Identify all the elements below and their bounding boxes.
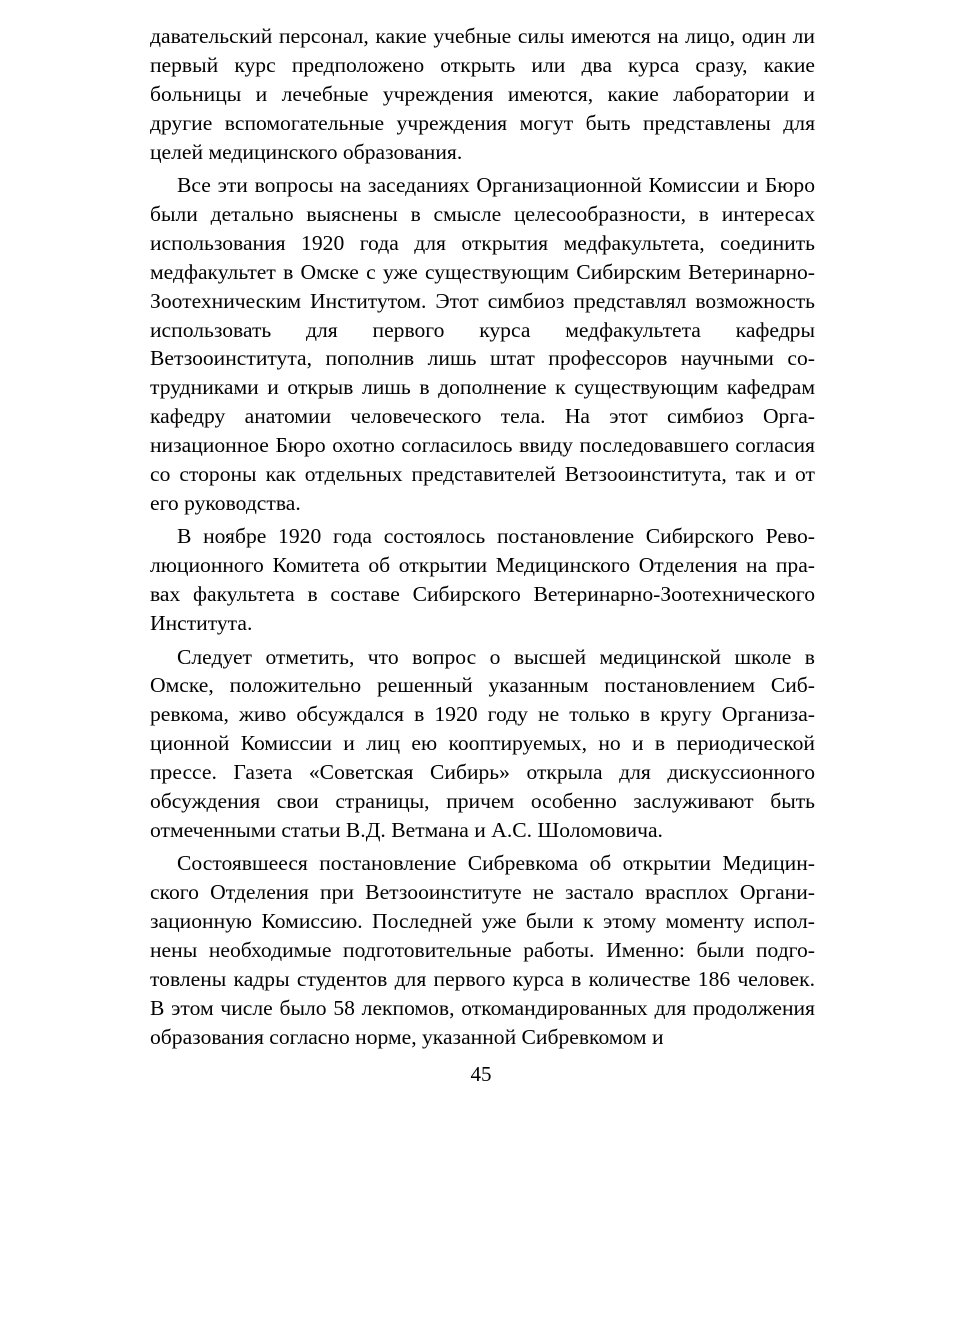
paragraph-5: Состоявшееся постановление Сибревкома об открытии Медицинского Отделения при Ветзооинституте не застало врасплох Организационную Комиссию. Последней уже были к этому моменту исполнены необходимые подготовительные работы. Именно: были подготовлены кадры студентов для первого курса в количестве 186 человек. В этом числе было 58 лекпомов, откомандированных для продолжения образования согласно норме, указанной Сибревкомом и: [150, 851, 815, 1049]
paragraph-2: Все эти вопросы на заседаниях Организационной Комиссии и Бюро были детально выяснены в смысле целесообразности, в интересах использования 1920 года для открытия медфакультета, соединить медфакультет в Омске с уже существующим Сибирским Ветеринарно-Зоотехническим Институтом. Этот симбиоз представлял возможность использовать для первого курса медфакультета кафедры Ветзооинститута, пополнив лишь штат профессоров научными сотрудниками и открыв лишь в дополнение к существующим кафедрам кафедру анатомии человеческого тела. На этот симбиоз Организационное Бюро охотно согласилось ввиду последовавшего согласия со стороны как отдельных представителей Ветзооинститута, так и от его руководства.: [150, 173, 815, 515]
paragraph-1: давательский персонал, какие учебные силы имеются на лицо, один ли первый курс предположено открыть или два курса сразу, какие больницы и лечебные учреждения имеются, какие лаборатории и другие вспомогательные учреждения могут быть представлены для целей медицинского образования.: [150, 24, 815, 164]
page-number: 45: [470, 1062, 492, 1086]
body-text: [150, 22, 815, 1056]
paragraph-4: Следует отметить, что вопрос о высшей медицинской школе в Омске, положительно решенный указанным постановлением Сибревкома, живо обсуждался в 1920 году не только в кругу Организационной Комиссии и лиц ею кооптируемых, но и в периодической прессе. Газета «Советская Сибирь» открыла для дискуссионного обсуждения свои страницы, причем особенно заслуживают быть отмеченными статьи В.Д. Ветмана и А.С. Шоломовича.: [150, 644, 815, 842]
paragraph-3: В ноябре 1920 года состоялось постановление Сибирского Революционного Комитета об открытии Медицинского Отделения на правах факультета в составе Сибирского Ветеринарно-Зоотехнического Института.: [150, 524, 815, 636]
